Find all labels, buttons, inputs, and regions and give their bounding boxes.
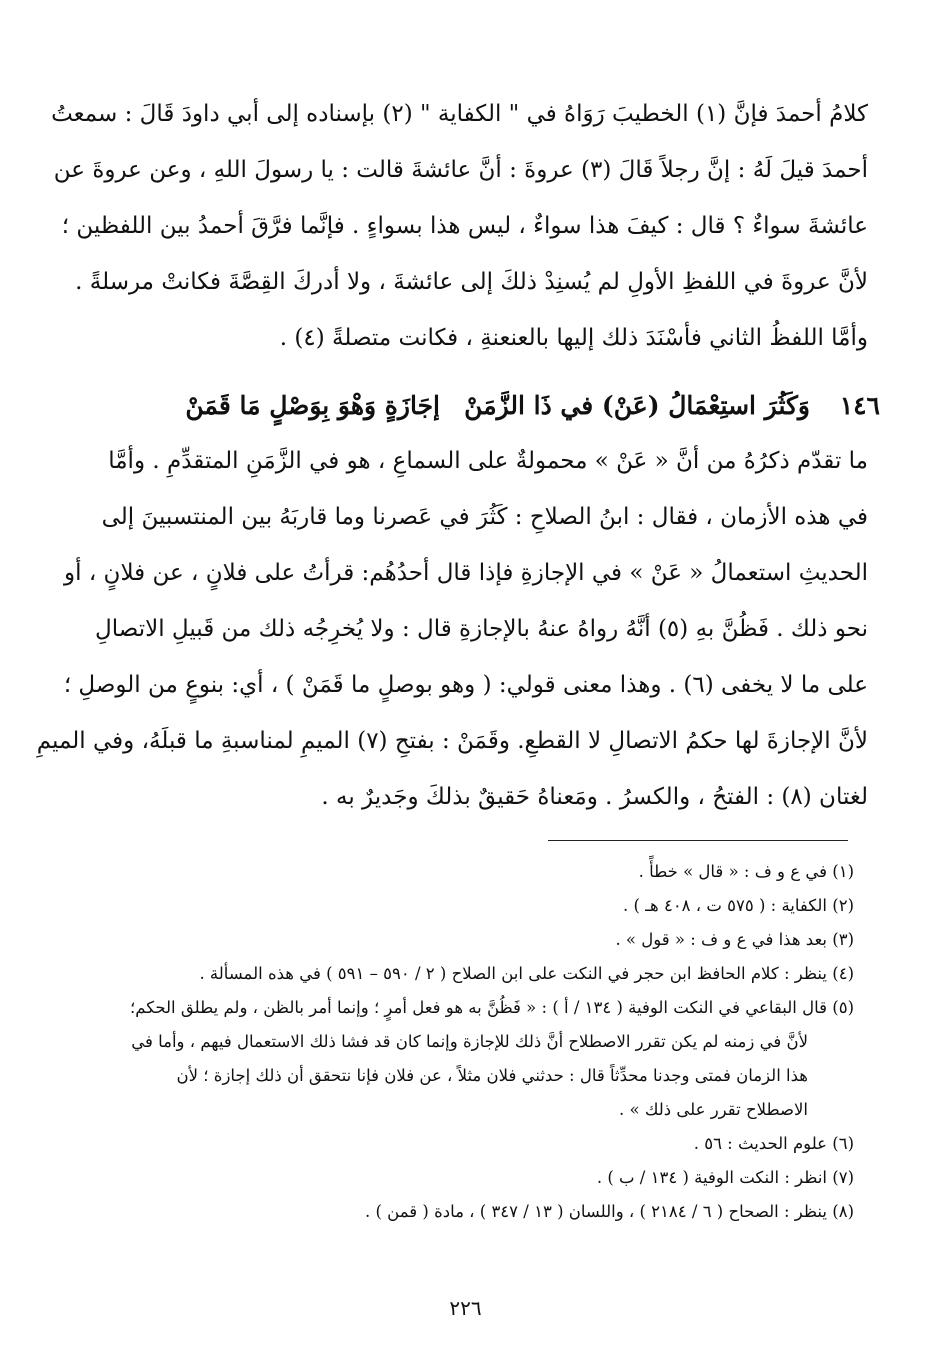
verse-second-hemistich: إجَازَةٍ وَهْوَ بِوَصْلٍ مَا قَمَنْ <box>185 391 440 420</box>
footnote-continuation: هذا الزمان فمتى وجدنا محدِّثاً قال : حدثني فلان مثلاً ، عن فلان فإنا نتحقق أن ذلك إجازة ؛ لأن <box>176 1066 808 1085</box>
footnote: (٤) ينظر : كلام الحافظ ابن حجر في النكت على ابن الصلاح ( ٢ / ٥٩٠ – ٥٩١ ) في هذه المسألة . <box>199 964 854 983</box>
page-number: ٢٢٦ <box>449 1296 482 1320</box>
footnote-separator <box>548 840 848 841</box>
text-line: لغتان (٨) : الفتحُ ، والكسرُ . ومَعناهُ حَقيقٌ بذلكَ وجَديرٌ به . <box>321 784 868 810</box>
footnote: (٥) قال البقاعي في النكت الوفية ( ١٣٤ / أ ) : « فَظُنَّ به هو فعل أمرٍ ؛ وإنما أمر بالظن ، ولم يطلق الحكم؛ <box>130 998 854 1017</box>
text-line: وأمَّا اللفظُ الثاني فأسْنَدَ ذلك إليها بالعنعنةِ ، فكانت متصلةً (٤) . <box>279 325 868 351</box>
text-line: الحديثِ استعمالُ « عَنْ » في الإجازةِ فإذا قال أحدُهُم: قرأتُ على فلانٍ ، عن فلانٍ ، أو <box>64 560 868 586</box>
verse-first-hemistich: وَكَثُرَ استِعْمَالُ (عَنْ) في ذَا الزَّمَنْ <box>464 391 810 420</box>
text-line: ما تقدّم ذكرُهُ من أنَّ « عَنْ » محمولةٌ على السماعِ ، هو في الزَّمَنِ المتقدِّمِ . وأمَّا <box>108 448 868 474</box>
footnote: (٣) بعد هذا في ع و ف : « قول » . <box>615 930 854 949</box>
text-line: لأنَّ الإجازةَ لها حكمُ الاتصالِ لا القطعِ. وقَمَنْ : بفتحِ (٧) الميمِ لمناسبةِ ما قبلَهُ، وفي الميمِ <box>36 728 868 754</box>
text-line: كلامُ أحمدَ فإنَّ (١) الخطيبَ رَوَاهُ في " الكفاية " (٢) بإسناده إلى أبي داودَ قَالَ : سمعتُ <box>51 101 868 127</box>
text-line: في هذه الأزمان ، فقال : ابنُ الصلاحِ : كَثُرَ في عَصرنا وما قاربَهُ بين المنتسبينَ إلى <box>101 504 868 530</box>
paragraph-2 <box>36 433 868 825</box>
footnotes <box>92 855 854 1229</box>
footnote: (٢) الكفاية : ( ٥٧٥ ت ، ٤٠٨ هـ ) . <box>623 896 854 915</box>
text-line: لأنَّ عروةَ في اللفظِ الأولِ لم يُسنِدْ ذلكَ إلى عائشةَ ، ولا أدركَ القِصَّةَ فكانتْ مرسلةً . <box>75 269 868 295</box>
footnote-continuation: لأنَّ في زمنه لم يكن تقرر الاصطلاح أنَّ ذلك للإجازة وإنما كان قد فشا ذلك الاستعمال فيهم ، وأما في <box>131 1032 808 1051</box>
text-line: أحمدَ قيلَ لَهُ : إنَّ رجلاً قَالَ (٣) عروةَ : أنَّ عائشةَ قالت : يا رسولَ اللهِ ، وعن عروةَ عن <box>53 157 868 183</box>
footnote-continuation: الاصطلاح تقرر على ذلك » . <box>619 1100 808 1119</box>
footnote: (٧) انظر : النكت الوفية ( ١٣٤ / ب ) . <box>596 1168 854 1187</box>
text-line: نحو ذلك . فَظُنَّ بهِ (٥) أنَّهُ رواهُ عنهُ بالإجازةِ قال : ولا يُخرِجُه ذلك من قَبيلِ الاتصالِ <box>95 616 868 642</box>
text-line: عائشةَ سواءٌ ؟ قال : كيفَ هذا سواءٌ ، ليس هذا بسواءٍ . فإنَّما فرَّقَ أحمدُ بين اللفظين ؛ <box>61 213 868 239</box>
verse-heading <box>120 380 880 432</box>
paragraph-1 <box>51 86 868 366</box>
text-line: على ما لا يخفى (٦) . وهذا معنى قولي: ( وهو بوصلٍ ما قَمَنْ ) ، أي: بنوعٍ من الوصلِ ؛ <box>63 672 868 698</box>
footnote: (٨) ينظر : الصحاح ( ٦ / ٢١٨٤ ) ، واللسان ( ١٣ / ٣٤٧ ) ، مادة ( قمن ) . <box>364 1202 854 1221</box>
footnote: (٦) علوم الحديث : ٥٦ . <box>693 1134 854 1153</box>
footnote: (١) في ع و ف : « قال » خطأً . <box>638 862 854 881</box>
verse-number: ١٤٦ <box>839 391 880 420</box>
